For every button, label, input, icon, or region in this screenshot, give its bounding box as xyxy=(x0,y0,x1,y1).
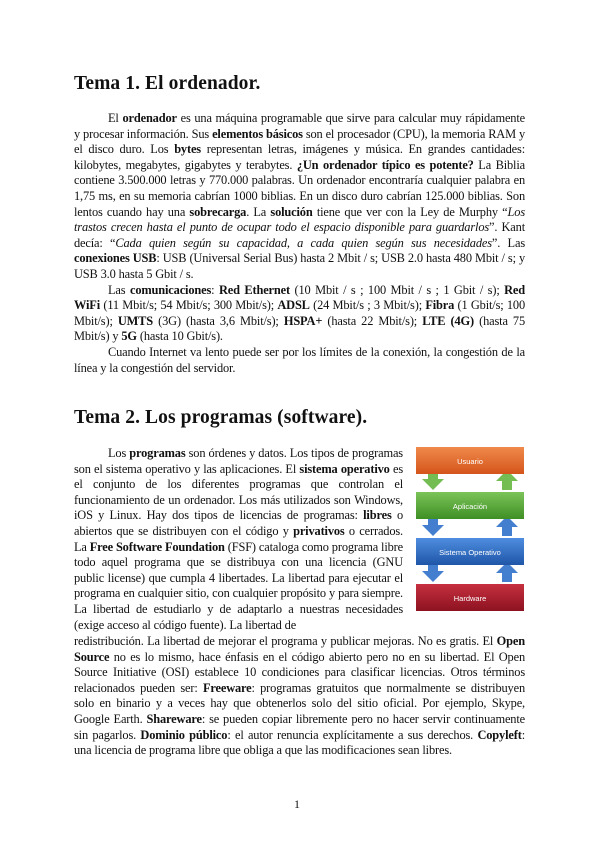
bold-term: HSPA+ xyxy=(283,313,323,328)
bold-term: Copyleft xyxy=(477,727,522,742)
section2-body-bottom xyxy=(74,634,525,759)
text-run: : el autor renuncia explícitamente a sus derechos. xyxy=(227,727,478,742)
text-run: : USB (Universal Serial Bus) hasta 2 Mbit / s; USB 2.0 hasta 480 Mbit / s; y USB 3.0 hasta 5 Gbit / s. xyxy=(74,251,525,281)
paragraph xyxy=(74,283,525,345)
bold-term: bytes xyxy=(174,142,201,157)
layer-label: Sistema Operativo xyxy=(439,548,501,557)
text-run: Los xyxy=(108,446,130,460)
text-run: Las xyxy=(108,282,130,297)
text-run: ”. Las xyxy=(491,235,525,250)
text-run: El xyxy=(108,111,123,125)
quote-text: Los trastos crecen hasta el punto de ocupar todo el espacio disponible para guardarlos xyxy=(74,204,526,235)
bold-term: ordenador xyxy=(122,111,177,125)
text-run: o abiertos que se distribuyen con el código y xyxy=(74,508,403,538)
text-run: o cerrados. La xyxy=(74,523,404,554)
bold-term: ADSL xyxy=(277,298,310,313)
paragraph xyxy=(74,345,525,376)
paragraph xyxy=(74,446,403,633)
text-run: : programas gratuitos que normalmente se distribuyen solo en binario y a veces hay que obtenerlos solo del sitio oficial. Por ejemplo, Skype, Google Earth. xyxy=(74,680,525,726)
layer-label: Hardware xyxy=(453,594,487,603)
software-layers-diagram xyxy=(414,443,526,629)
text-run: : se pueden copiar libremente pero no hacer servir continuamente sin pagarlos. xyxy=(74,711,525,742)
layer-label: Usuario xyxy=(457,457,483,466)
bold-term: comunicaciones xyxy=(129,282,212,297)
bold-term: UMTS xyxy=(117,313,154,328)
bold-term: solución xyxy=(270,204,313,219)
bold-term: Fibra xyxy=(425,298,455,313)
bold-term: Shareware xyxy=(146,711,202,726)
bold-term: Open Source xyxy=(74,634,525,664)
text-run: es una máquina programable que sirve para calcular muy rápidamente y procesar información. Sus xyxy=(74,111,525,141)
text-run: son el procesador (CPU), la memoria RAM y el disco duro. Los xyxy=(74,126,526,157)
section1-title: Tema 1. El ordenador. xyxy=(74,73,261,94)
bold-term: Dominio público xyxy=(140,727,228,742)
text-run: (11 Mbit/s; 54 Mbit/s; 300 Mbit/s); xyxy=(100,298,278,313)
text-run: representan letras, imágenes y música. En grandes cantidades: kilobytes, megabytes, gigabytes y terabytes. xyxy=(74,142,525,172)
bold-term: programas xyxy=(129,446,186,460)
section2-title: Tema 2. Los programas (software). xyxy=(74,407,368,428)
bold-term: Red WiFi xyxy=(74,282,526,313)
bold-term: Free Software Foundation xyxy=(89,539,225,554)
bold-term: conexiones USB xyxy=(74,251,157,266)
text-run: (hasta 75 Mbit/s) y xyxy=(74,313,525,344)
bold-term: Freeware xyxy=(202,680,252,695)
bold-term: privativos xyxy=(293,523,345,538)
text-run: ”. Kant decía: “ xyxy=(74,220,525,250)
section1-body xyxy=(74,111,525,376)
text-run: no es lo mismo, hace énfasis en el código abierto pero no en su libertad. El Open Source Initiative (OSI) establece 10 condiciones para clasificar licencias. Otros términos relacionados pueden ser: xyxy=(74,649,525,695)
bold-term: sistema operativo xyxy=(299,461,390,476)
text-run: (hasta 22 Mbit/s); xyxy=(322,313,423,328)
text-run: (FSF) cataloga como programa libre todo aquel programa que se distribuya con una licencia (GNU public license) que cumpla 4 libertades. La libertad para ejecutar el programa en cualquier sitio, con cualquier propósito y para siempre. La libertad de estudiarlo y de adaptarlo a nuestras necesidades (exige acceso al código fuente). La libertad de xyxy=(74,539,404,632)
bold-term: 5G xyxy=(121,329,137,344)
text-run: (10 Mbit / s ; 100 Mbit / s ; 1 Gbit / s); xyxy=(289,282,505,297)
bold-term: LTE (4G) xyxy=(422,313,474,328)
bold-term: ¿Un ordenador típico es potente? xyxy=(296,157,474,172)
text-run: redistribución. La libertad de mejorar el programa y publicar mejoras. No es gratis. El xyxy=(74,634,497,648)
text-run: La Biblia contiene 3.500.000 letras y 770.000 palabras. Un ordenador encontraría cualquier palabra en 1,75 ms, en su memoria cabrían 1000 biblias. En un disco duro cabrían 125.000 biblias. Son lentos cuando hay una xyxy=(74,157,525,219)
text-run: Cuando Internet va lento puede ser por los límites de la conexión, la congestión de la línea y la congestión del servidor. xyxy=(74,344,525,375)
page-number: 1 xyxy=(294,797,300,811)
text-run: (3G) (hasta 3,6 Mbit/s); xyxy=(153,313,284,328)
text-run: (hasta 10 Gbit/s). xyxy=(136,329,223,344)
layer-label: Aplicación xyxy=(452,502,488,511)
text-run: : una licencia de programa libre que obliga a que las modificaciones sean libres. xyxy=(74,727,525,758)
text-run: (1 Gbit/s; 100 Mbit/s); xyxy=(74,298,525,328)
bold-term: sobrecarga xyxy=(189,204,247,219)
paragraph xyxy=(74,111,525,283)
quote-text: Cada quien según su capacidad, a cada quien según sus necesidades xyxy=(115,235,492,250)
bold-term: elementos básicos xyxy=(212,126,303,141)
text-run: . La xyxy=(246,204,271,219)
paragraph xyxy=(74,634,525,759)
text-run: son órdenes y datos. Los tipos de programas son el sistema operativo y las aplicaciones. El xyxy=(74,446,403,476)
text-run: : xyxy=(211,282,219,297)
bold-term: Red Ethernet xyxy=(218,282,290,297)
section2-body-top xyxy=(74,446,403,633)
text-run: es el conjunto de los diferentes programas que controlan el funcionamiento de un ordenador. Los más utilizados son Windows, iOS y Linux. Hay dos tipos de licencias de programas: xyxy=(74,461,403,523)
text-run: (24 Mbit/s ; 3 Mbit/s); xyxy=(309,298,426,313)
text-run: tiene que ver con la Ley de Murphy “ xyxy=(312,204,508,219)
bold-term: libres xyxy=(363,508,392,523)
